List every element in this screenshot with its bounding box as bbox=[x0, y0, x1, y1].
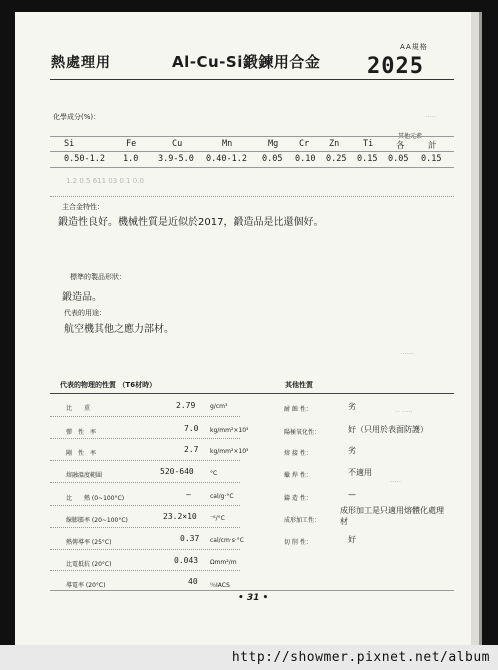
page-edge bbox=[471, 12, 479, 645]
other-properties-title: 其他性質 bbox=[285, 381, 313, 389]
composition-title: 化學成分(%)： bbox=[53, 113, 101, 121]
watermark-url: http://showmer.pixnet.net/album bbox=[231, 650, 490, 665]
element-name: Cr bbox=[299, 139, 310, 149]
property-label: 彈 性 率 bbox=[66, 429, 97, 436]
other-property-value: 好（只用於表面防護） bbox=[348, 425, 428, 434]
row-divider bbox=[50, 527, 240, 528]
element-value: 1.0 bbox=[123, 154, 139, 164]
property-label: 比電抵抗 (20°C) bbox=[66, 561, 112, 568]
composition-top-rule bbox=[50, 136, 454, 137]
other-property-value: — bbox=[348, 490, 356, 499]
row-divider bbox=[50, 549, 240, 550]
category-label: 熱處理用 bbox=[51, 55, 111, 71]
element-name: Fe bbox=[126, 139, 137, 149]
row-divider bbox=[50, 460, 240, 461]
element-value: 0.05 bbox=[262, 154, 283, 164]
physical-properties-title: 代表的物理的性質 （T6材時） bbox=[60, 381, 157, 389]
row-divider bbox=[50, 482, 240, 483]
property-label: 線膨脹率 (20~100°C) bbox=[66, 517, 128, 524]
element-name: 計 bbox=[428, 141, 437, 151]
property-label: 熱傳導率 (25°C) bbox=[66, 539, 112, 546]
property-unit: ⁻⁶/°C bbox=[210, 515, 225, 522]
other-property-label: 陽極氧化性： bbox=[284, 429, 321, 436]
other-property-value: 不適用 bbox=[348, 468, 372, 477]
property-unit: Ωmm²/m bbox=[210, 559, 237, 566]
property-label: 比 重 bbox=[66, 405, 91, 412]
element-value: 0.50-1.2 bbox=[64, 154, 105, 164]
element-value: 0.25 bbox=[326, 154, 347, 164]
properties-rule bbox=[50, 393, 454, 394]
property-unit: g/cm³ bbox=[210, 403, 228, 410]
page-edge-shadow bbox=[479, 12, 482, 645]
property-unit: °C bbox=[210, 470, 218, 477]
bleed-through: 1.2 0.5 611 03 0.1 0.0 bbox=[66, 177, 144, 185]
other-elements-label: 其他元素 bbox=[398, 133, 423, 140]
element-value: 0.10 bbox=[295, 154, 316, 164]
standard-label: AA規格 bbox=[400, 43, 428, 51]
property-unit: kg/mm²×10³ bbox=[210, 448, 249, 455]
row-divider bbox=[50, 416, 240, 417]
bleed-through: ······ bbox=[400, 350, 414, 358]
property-unit: kg/mm²×10³ bbox=[210, 427, 249, 434]
table-bottom-rule bbox=[50, 590, 454, 591]
element-name: Cu bbox=[172, 139, 183, 149]
other-property-label: 切 削 性： bbox=[284, 539, 312, 546]
alloy-number: 2025 bbox=[367, 54, 424, 79]
property-unit: ％IACS bbox=[210, 582, 230, 589]
bleed-through: ····· bbox=[425, 113, 437, 121]
property-value: 23.2×10 bbox=[163, 512, 197, 521]
property-value: — bbox=[186, 490, 191, 499]
element-value: 0.15 bbox=[421, 154, 442, 164]
row-divider bbox=[50, 438, 240, 439]
property-value: 7.0 bbox=[184, 424, 199, 433]
page-number: • 31 • bbox=[238, 593, 269, 603]
element-value: 0.15 bbox=[357, 154, 378, 164]
element-value: 0.05 bbox=[388, 154, 409, 164]
element-value: 0.40-1.2 bbox=[206, 154, 247, 164]
property-value: 40 bbox=[188, 577, 198, 586]
other-property-value: 劣 bbox=[348, 446, 356, 455]
element-name: Zn bbox=[329, 139, 340, 149]
element-name: Mg bbox=[268, 139, 279, 149]
forms-text: 鍛造品。 bbox=[62, 292, 102, 303]
bleed-through: ·· ····· bbox=[395, 408, 413, 416]
other-property-value: 成形加工是只適用熔體化處理材 bbox=[340, 506, 444, 526]
alloy-title: Al-Cu-Si鍛鍊用合金 bbox=[172, 53, 321, 71]
other-property-value: 好 bbox=[348, 535, 356, 544]
uses-title: 代表的用途： bbox=[64, 309, 106, 317]
other-property-label: 蠟 焊 性： bbox=[284, 472, 312, 479]
property-unit: cal/g·°C bbox=[210, 493, 234, 500]
other-property-label: 鑄 造 性： bbox=[284, 495, 312, 502]
property-value: 0.37 bbox=[180, 534, 200, 543]
uses-text: 航空機其他之應力部材。 bbox=[64, 324, 174, 335]
forms-title: 標準的製品形狀： bbox=[70, 273, 126, 281]
composition-bottom-rule bbox=[50, 167, 454, 168]
property-value: 0.043 bbox=[174, 556, 199, 565]
element-name: Ti bbox=[363, 139, 374, 149]
other-property-value: 劣 bbox=[348, 402, 356, 411]
property-label: 導電率 (20°C) bbox=[66, 582, 106, 589]
property-label: 熔融溫度範圍 bbox=[66, 472, 103, 479]
property-label: 比 熱 (0~100°C) bbox=[66, 495, 125, 502]
features-text: 鍛造性良好。機械性質是近似於2017，鍛造品是比還個好。 bbox=[58, 217, 324, 228]
property-unit: cal/cm·s·°C bbox=[210, 537, 244, 544]
property-value: 520-640 bbox=[160, 467, 194, 476]
features-title: 主合金特性： bbox=[62, 203, 104, 211]
element-name: Si bbox=[64, 139, 75, 149]
section-divider bbox=[50, 196, 454, 197]
property-label: 剛 性 率 bbox=[66, 450, 97, 457]
row-divider bbox=[50, 570, 240, 571]
element-value: 3.9-5.0 bbox=[158, 154, 194, 164]
row-divider bbox=[50, 505, 240, 506]
composition-mid-rule bbox=[50, 151, 454, 152]
element-name: Mn bbox=[222, 139, 233, 149]
other-property-label: 熔 接 性： bbox=[284, 450, 312, 457]
other-property-label: 成形加工性： bbox=[284, 517, 321, 524]
bleed-through: ····· bbox=[390, 478, 402, 486]
header-rule bbox=[50, 79, 454, 80]
property-value: 2.7 bbox=[184, 445, 199, 454]
property-value: 2.79 bbox=[176, 401, 196, 410]
other-property-label: 耐 蝕 性： bbox=[284, 406, 312, 413]
element-name: 各 bbox=[396, 141, 405, 151]
